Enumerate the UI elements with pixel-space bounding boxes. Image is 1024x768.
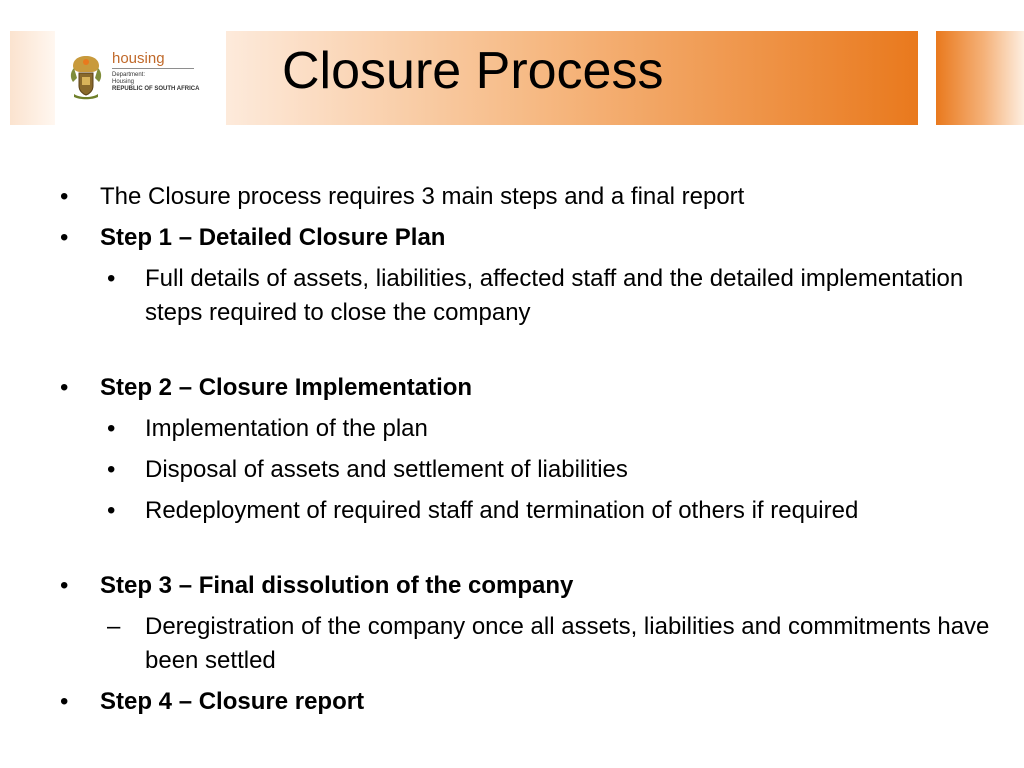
bullet-marker: • [60,688,69,715]
step-heading: Step 3 – Final dissolution of the company [100,572,574,599]
dash-marker: – [107,613,121,640]
step-heading: Step 4 – Closure report [100,688,365,715]
bullet-marker: • [60,224,69,251]
header-left-bar [10,31,55,125]
bullet-item-step-3 [57,569,1007,603]
sub-bullet-item [57,453,1007,487]
bullet-item-step-1 [57,221,1007,255]
bullet-item-step-2 [57,371,1007,405]
bullet-item [57,180,1007,214]
sub-bullet-item [57,494,1007,528]
bullet-marker: • [107,456,116,483]
logo-name: housing [112,50,165,67]
logo-line-housing: Housing [112,79,135,85]
logo-divider [112,68,194,69]
sub-bullet-item [57,262,1007,330]
bullet-marker: • [107,415,116,442]
bullet-marker: • [60,183,69,210]
step-heading: Step 1 – Detailed Closure Plan [100,224,446,251]
sub-bullet-text: Disposal of assets and settlement of liabilities [145,456,628,483]
slide-content [57,180,1007,719]
dash-item [57,610,1007,678]
bullet-text: The Closure process requires 3 main steps and a final report [100,183,745,210]
sub-bullet-text: Deregistration of the company once all assets, liabilities and commitments have been settled [145,613,990,674]
sub-bullet-text: Implementation of the plan [145,415,428,442]
bullet-item-step-4 [57,685,1007,719]
sub-bullet-text: Full details of assets, liabilities, affected staff and the detailed implementation steps required to close the company [145,265,964,326]
department-logo [68,50,208,105]
header-right-bar [936,31,1024,125]
bullet-marker: • [60,572,69,599]
logo-line-department: Department: [112,72,146,78]
slide-title: Closure Process [282,42,664,100]
bullet-marker: • [60,374,69,401]
bullet-marker: • [107,265,116,292]
bullet-marker: • [107,497,116,524]
sub-bullet-item [57,412,1007,446]
coat-of-arms-icon [68,54,104,100]
logo-line-country: REPUBLIC OF SOUTH AFRICA [112,86,200,92]
step-heading: Step 2 – Closure Implementation [100,374,473,401]
sub-bullet-text: Redeployment of required staff and termination of others if required [145,497,859,524]
